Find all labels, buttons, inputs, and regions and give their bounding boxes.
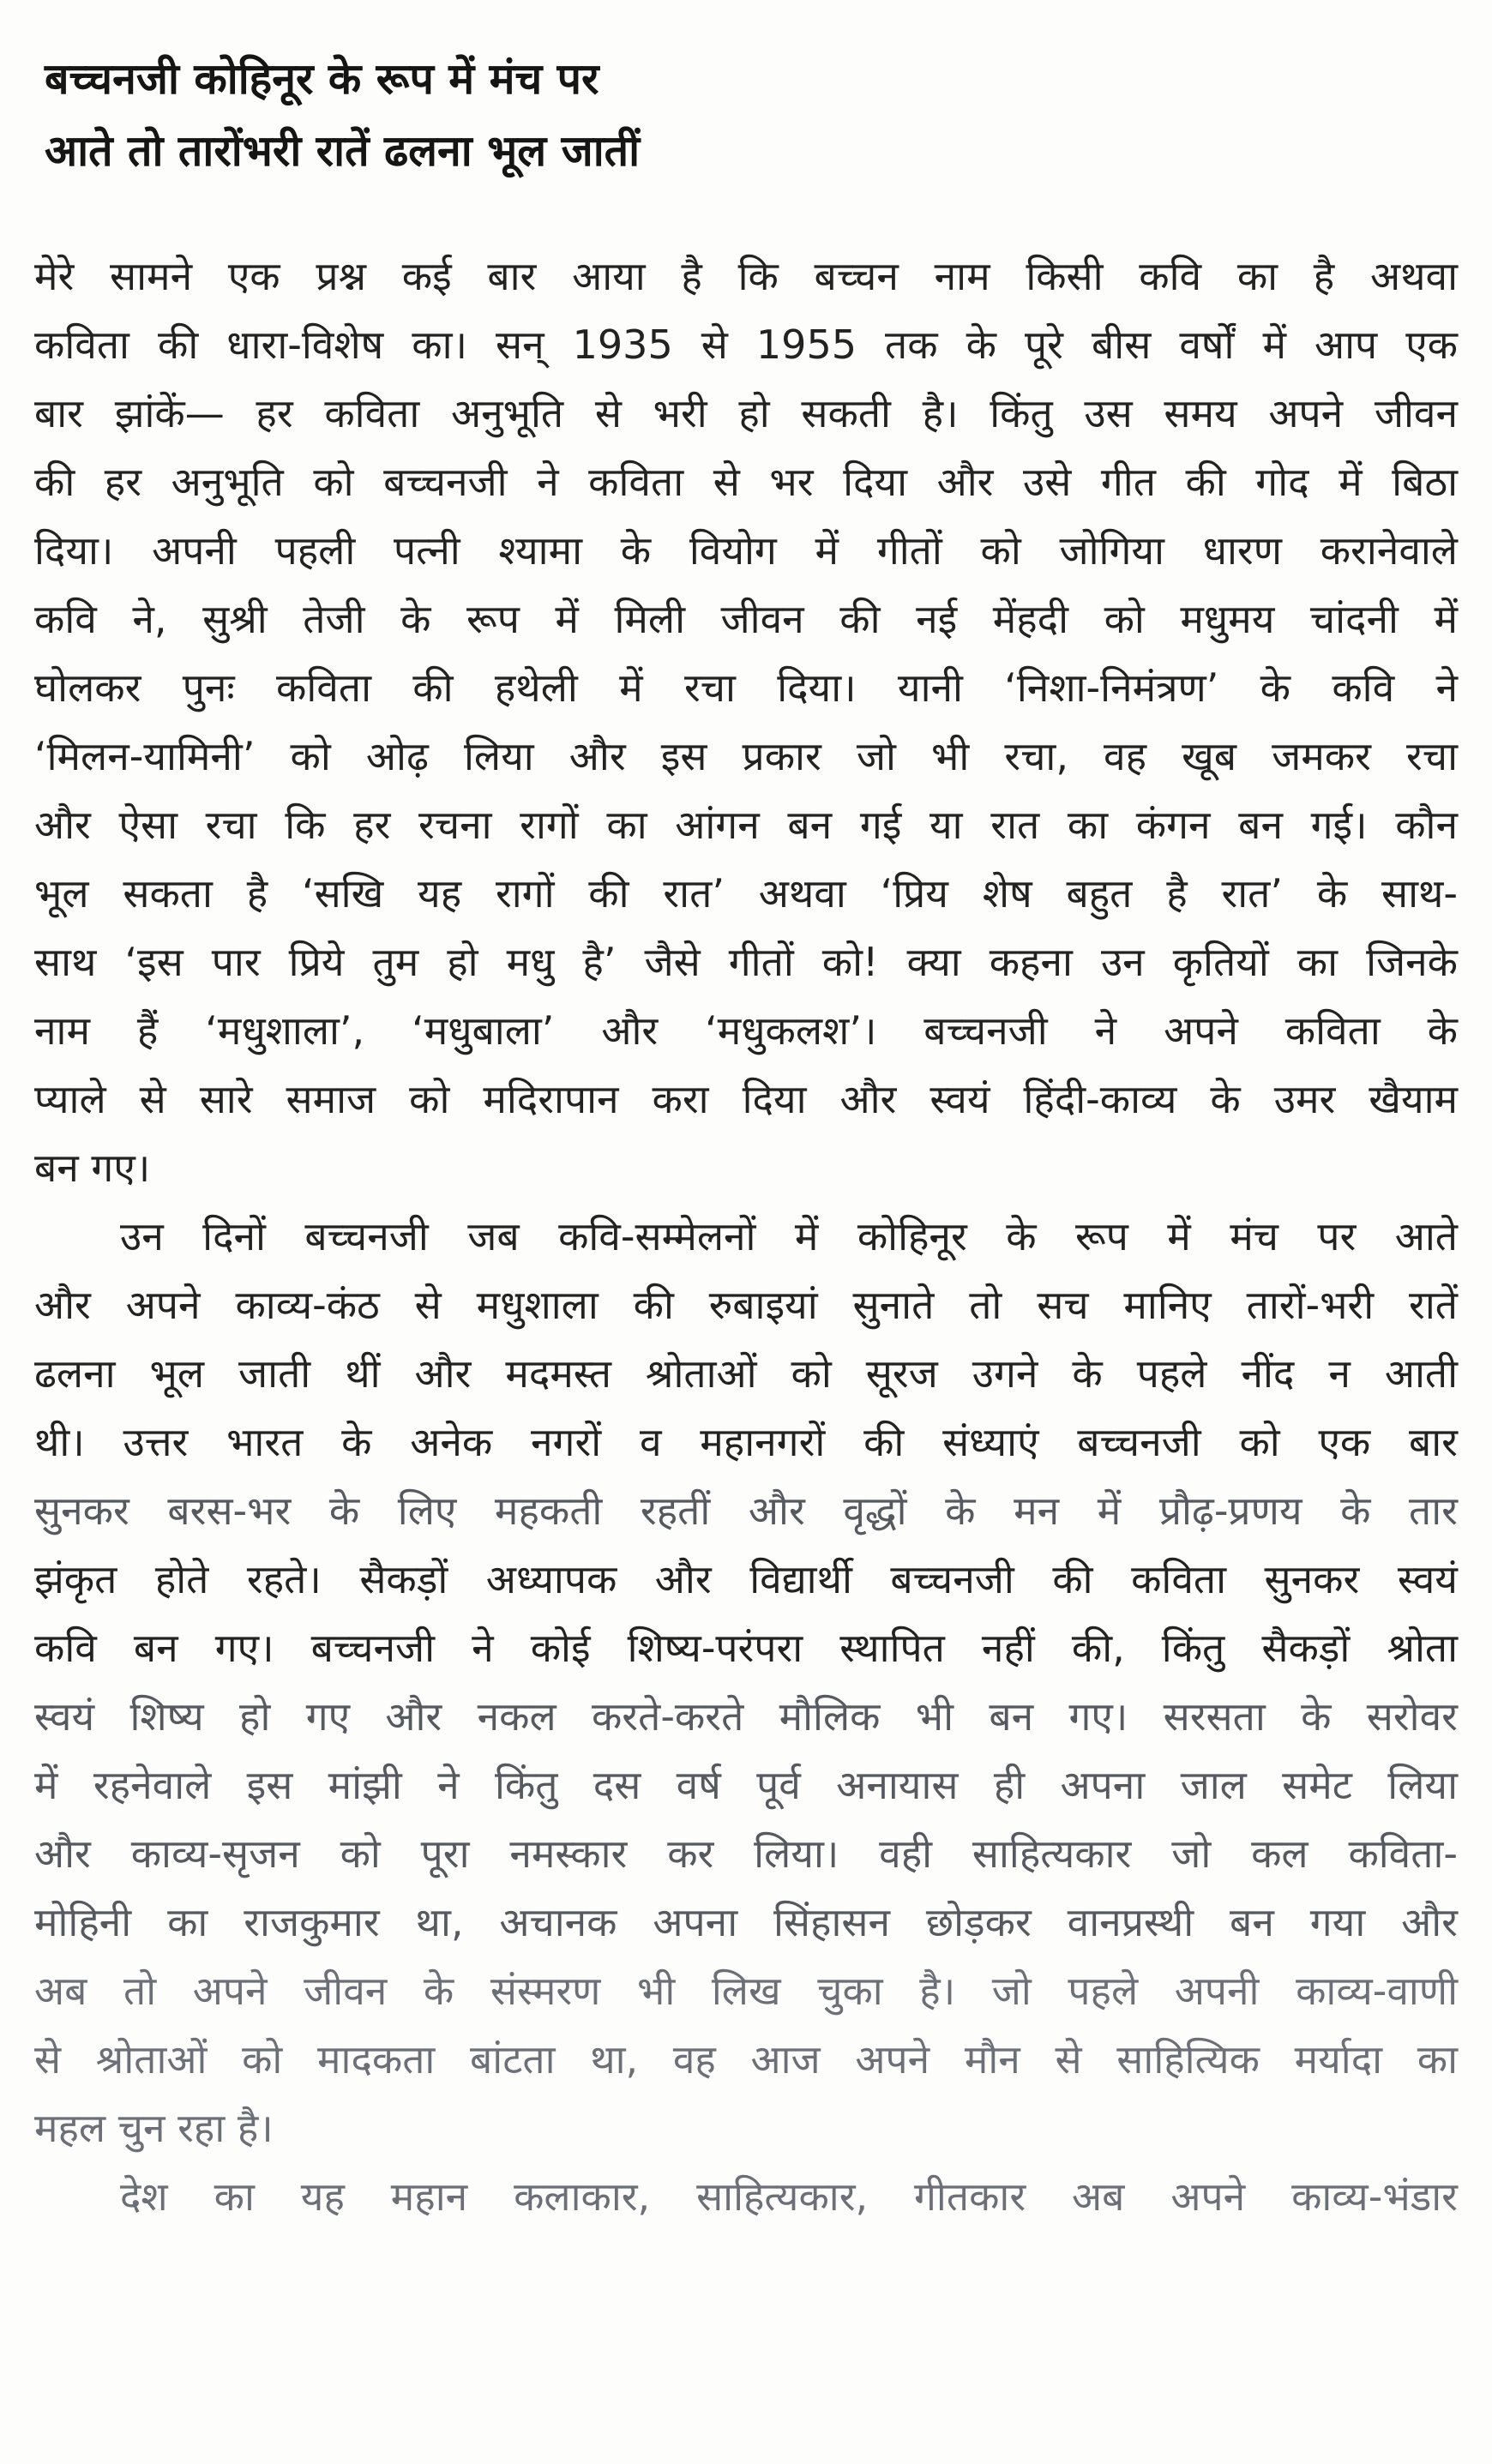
article-headline bbox=[45, 43, 1434, 187]
paragraph-2-line: झंकृत होते रहते। सैकड़ों अध्यापक और विद्यार्थी बच्चनजी की कविता सुनकर स्वयं bbox=[34, 1556, 1458, 1602]
paragraph-2-line: से श्रोताओं को मादकता बांटता था, वह आज अपने मौन से साहित्यिक मर्यादा का bbox=[34, 2036, 1458, 2082]
paragraph-2-line: स्वयं शिष्य हो गए और नकल करते-करते मौलिक भी बन गए। सरसता के सरोवर bbox=[34, 1693, 1458, 1740]
headline-line: बच्चनजी कोहिनूर के रूप में मंच पर bbox=[45, 54, 599, 104]
paragraph-1-line: दिया। अपनी पहली पत्नी श्यामा के वियोग में गीतों को जोगिया धारण करानेवाले bbox=[34, 527, 1458, 574]
paragraph-1-line: घोलकर पुनः कविता की हथेली में रचा दिया। यानी ‘निशा-निमंत्रण’ के कवि ने bbox=[34, 664, 1458, 711]
paragraph-2-line: और काव्य-सृजन को पूरा नमस्कार कर लिया। वही साहित्यकार जो कल कविता- bbox=[34, 1830, 1458, 1877]
paragraph-2-line: उन दिनों बच्चनजी जब कवि-सम्मेलनों में कोहिनूर के रूप में मंच पर आते bbox=[120, 1213, 1458, 1259]
paragraph-2-line: मोहिनी का राजकुमार था, अचानक अपना सिंहासन छोड़कर वानप्रस्थी बन गया और bbox=[34, 1899, 1458, 1945]
paragraph-2-line: थी। उत्तर भारत के अनेक नगरों व महानगरों की संध्याएं बच्चनजी को एक बार bbox=[34, 1419, 1458, 1465]
paragraph-1-line: ‘मिलन-यामिनी’ को ओढ़ लिया और इस प्रकार जो भी रचा, वह खूब जमकर रचा bbox=[34, 733, 1458, 779]
paragraph-1-line: भूल सकता है ‘सखि यह रागों की रात’ अथवा ‘प्रिय शेष बहुत है रात’ के साथ- bbox=[34, 870, 1458, 916]
paragraph-2-line: कवि बन गए। बच्चनजी ने कोई शिष्य-परंपरा स्थापित नहीं की, किंतु सैकड़ों श्रोता bbox=[34, 1625, 1458, 1671]
paragraph-2-line: और अपने काव्य-कंठ से मधुशाला की रुबाइयां सुनाते तो सच मानिए तारों-भरी रातें bbox=[34, 1282, 1458, 1328]
article-body bbox=[34, 242, 1458, 2231]
paragraph-1-line: कवि ने, सुश्री तेजी के रूप में मिली जीवन की नई मेंहदी को मधुमय चांदनी में bbox=[34, 596, 1458, 642]
paragraph-1-line: की हर अनुभूति को बच्चनजी ने कविता से भर दिया और उसे गीत की गोद में बिठा bbox=[34, 459, 1458, 505]
paragraph-1-line: बन गए। bbox=[34, 1145, 151, 1191]
paragraph-3-line: देश का यह महान कलाकार, साहित्यकार, गीतकार अब अपने काव्य-भंडार bbox=[120, 2173, 1458, 2220]
paragraph-2-line: अब तो अपने जीवन के संस्मरण भी लिख चुका है। जो पहले अपनी काव्य-वाणी bbox=[34, 1968, 1458, 2014]
paragraph-2-line: ढलना भूल जाती थीं और मदमस्त श्रोताओं को सूरज उगने के पहले नींद न आती bbox=[34, 1350, 1458, 1397]
headline-line: आते तो तारोंभरी रातें ढलना भूल जातीं bbox=[45, 126, 641, 176]
paragraph-1-line: प्याले से सारे समाज को मदिरापान करा दिया और स्वयं हिंदी-काव्य के उमर खैयाम bbox=[34, 1076, 1458, 1122]
paragraph-2-line: में रहनेवाले इस मांझी ने किंतु दस वर्ष पूर्व अनायास ही अपना जाल समेट लिया bbox=[34, 1762, 1458, 1808]
paragraph-1-line: नाम हैं ‘मधुशाला’, ‘मधुबाला’ और ‘मधुकलश’। बच्चनजी ने अपने कविता के bbox=[34, 1007, 1458, 1054]
paragraph-1-line: मेरे सामने एक प्रश्न कई बार आया है कि बच्चन नाम किसी कवि का है अथवा bbox=[34, 253, 1458, 299]
paragraph-1-line: कविता की धारा-विशेष का। सन् 1935 से 1955 तक के पूरे बीस वर्षों में आप एक bbox=[34, 322, 1458, 368]
paragraph-1-line: बार झांकें— हर कविता अनुभूति से भरी हो सकती है। किंतु उस समय अपने जीवन bbox=[34, 390, 1458, 436]
paragraph-2-line: सुनकर बरस-भर के लिए महकती रहतीं और वृद्धों के मन में प्रौढ़-प्रणय के तार bbox=[34, 1487, 1458, 1534]
paragraph-1-line: और ऐसा रचा कि हर रचना रागों का आंगन बन गई या रात का कंगन बन गई। कौन bbox=[34, 802, 1458, 848]
paragraph-2-line: महल चुन रहा है। bbox=[34, 2105, 274, 2151]
paragraph-1-line: साथ ‘इस पार प्रिये तुम हो मधु है’ जैसे गीतों को! क्या कहना उन कृतियों का जिनके bbox=[34, 939, 1458, 985]
